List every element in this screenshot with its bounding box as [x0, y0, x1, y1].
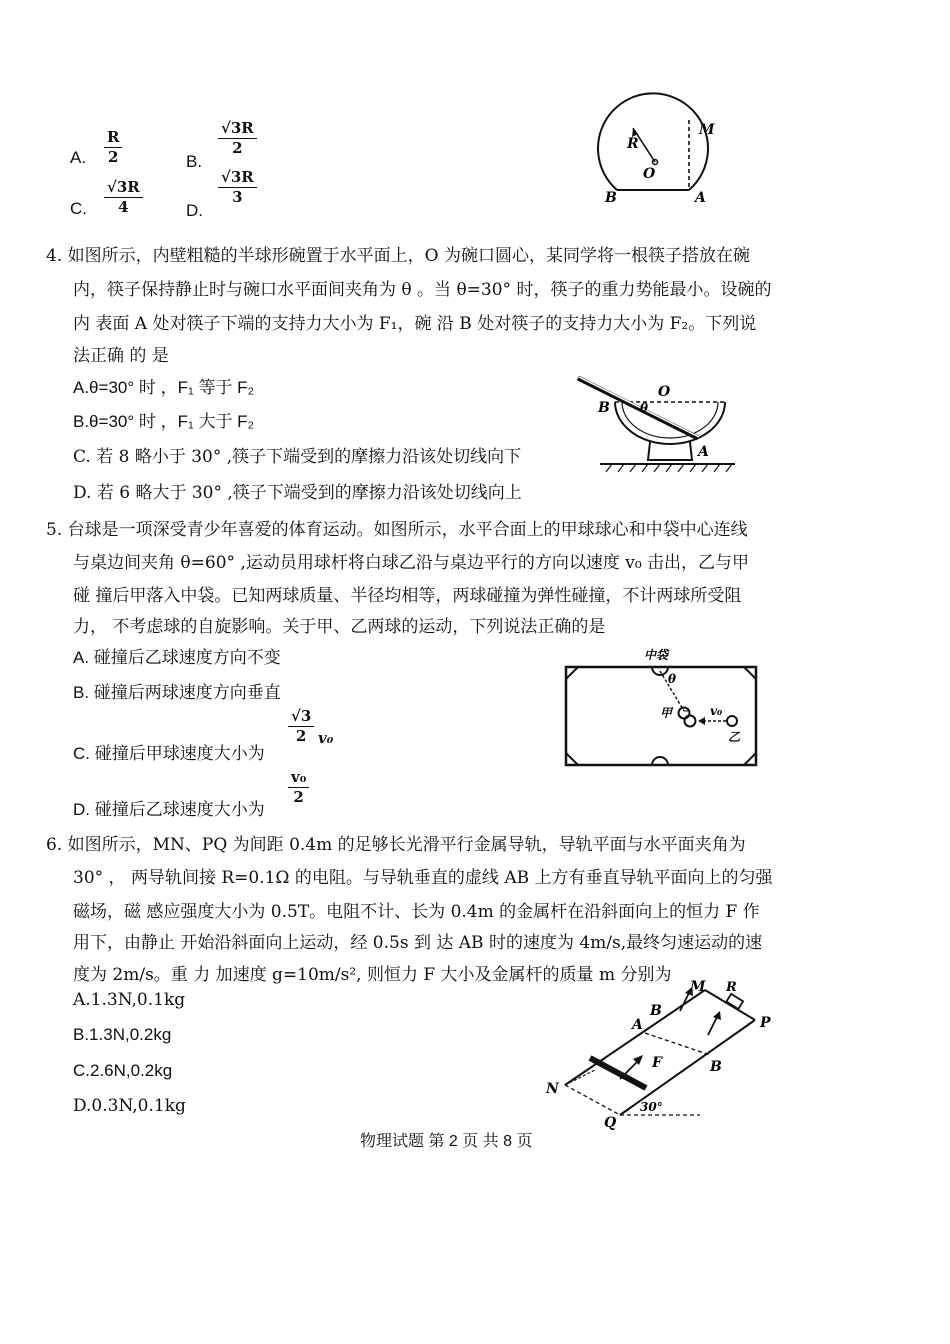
q3-option-c-den: 4	[118, 198, 129, 216]
page-footer: 物理试题 第 2 页 共 8 页	[360, 1133, 533, 1150]
q5-stem-line-1: 5. 台球是一项深受青少年喜爱的体育运动。如图所示，水平合面上的甲球球心和中袋中心连线	[46, 520, 748, 540]
q3-option-a-fraction	[104, 130, 122, 165]
q5-stem-line-4: 力， 不考虑球的自旋影响。关于甲、乙两球的运动，下列说法正确的是	[73, 617, 606, 637]
q3-option-b-den: 2	[232, 139, 243, 157]
q5-label-jia: 甲	[660, 706, 673, 720]
q3-label-b: B	[605, 190, 617, 206]
q4-stem-line-1: 4. 如图所示，内壁粗糙的半球形碗置于水平面上，O 为碗口圆心，某同学将一根筷子搭放在碗	[46, 246, 750, 266]
q6-label-n: N	[546, 1081, 559, 1097]
q3-option-b-num: √3R	[218, 121, 257, 139]
q3-option-d-den: 3	[232, 188, 243, 206]
q3-circle-figure	[595, 110, 735, 210]
q6-option-a: A.1.3N,0.1kg	[73, 990, 186, 1010]
q3-option-a-label: A.	[70, 148, 87, 167]
q5-option-a: A. 碰撞后乙球速度方向不变	[73, 648, 281, 667]
q6-stem-line-2: 30° ， 两导轨间接 R=0.1Ω 的电阻。与导轨垂直的虚线 AB 上方有垂直导轨平面向上的匀强	[73, 868, 773, 888]
q6-stem-line-1: 6. 如图所示，MN、PQ 为间距 0.4m 的足够长光滑平行金属导轨，导轨平面与水平面夹角为	[46, 835, 746, 855]
q3-option-c-fraction	[104, 180, 143, 215]
q6-stem-line-3: 磁场，磁 感应强度大小为 0.5T。电阻不计、长为 0.4m 的金属杆在沿斜面向上的恒力 F 作	[73, 902, 760, 922]
q6-label-b-field: B	[650, 1003, 662, 1019]
q6-stem-line-5: 度为 2m/s。重 力 加速度 g=10m/s², 则恒力 F 大小及金属杆的质量 m 分别为	[73, 965, 672, 985]
q5-option-c-fraction	[288, 709, 314, 744]
q4-bowl-figure	[570, 372, 740, 482]
q3-option-a-num: R	[104, 130, 122, 148]
q3-label-m: M	[699, 122, 715, 138]
q5-option-d-num: v₀	[288, 770, 309, 788]
q4-stem-line-4: 法正确 的 是	[73, 346, 169, 366]
q4-label-o: O	[658, 384, 671, 400]
q6-label-b-point: B	[710, 1059, 722, 1075]
q5-label-pocket: 中袋	[644, 648, 669, 662]
q5-option-d: D. 碰撞后乙球速度大小为	[73, 800, 265, 819]
q5-option-d-den: 2	[293, 788, 304, 806]
q4-option-b: B.θ=30° 时 ，F₁ 大于 F₂	[73, 412, 255, 431]
q4-option-c: C. 若 8 略小于 30° ,筷子下端受到的摩擦力沿该处切线向下	[73, 447, 522, 467]
q3-label-r: R	[627, 136, 639, 152]
q6-label-angle: 30°	[640, 1100, 663, 1114]
q3-option-d-num: √3R	[218, 170, 257, 188]
q3-option-c-num: √3R	[104, 180, 143, 198]
q4-option-d: D. 若 6 略大于 30° ,筷子下端受到的摩擦力沿该处切线向上	[73, 483, 522, 503]
q5-option-d-fraction	[288, 770, 309, 805]
q3-option-c-label: C.	[70, 199, 87, 218]
q5-option-c-den: 2	[295, 727, 307, 745]
q6-label-p: P	[760, 1015, 771, 1031]
q6-label-a: A	[632, 1017, 643, 1033]
q5-pool-table-figure	[560, 645, 765, 770]
q5-option-c-v0: v₀	[318, 729, 334, 747]
q6-option-d: D.0.3N,0.1kg	[73, 1096, 186, 1116]
q3-option-a-den: 2	[108, 148, 119, 166]
q5-option-c-num: √3	[288, 709, 314, 727]
q4-label-b: B	[598, 400, 610, 416]
q6-rails-figure	[540, 975, 785, 1130]
q4-label-theta: θ	[640, 401, 649, 415]
q6-option-c: C.2.6N,0.2kg	[73, 1061, 173, 1080]
q5-option-b: B. 碰撞后两球速度方向垂直	[73, 683, 281, 702]
q4-stem-line-3: 内 表面 A 处对筷子下端的支持力大小为 F₁，碗 沿 B 处对筷子的支持力大小为 F₂。下列说	[73, 314, 757, 334]
q4-option-a: A.θ=30° 时 ，F₁ 等于 F₂	[73, 378, 255, 397]
q4-label-a: A	[698, 444, 709, 460]
q5-stem-line-2: 与桌边间夹角 θ=60° ,运动员用球杆将白球乙沿与桌边平行的方向以速度 v₀ 击出，乙与甲	[73, 553, 750, 573]
q6-label-q: Q	[604, 1115, 617, 1131]
q6-label-f: F	[652, 1055, 662, 1071]
q6-option-b: B.1.3N,0.2kg	[73, 1025, 172, 1044]
q6-label-m: M	[690, 979, 706, 995]
q3-option-b-label: B.	[186, 152, 203, 171]
q3-label-a: A	[695, 190, 706, 206]
q6-label-r: R	[726, 980, 737, 995]
q5-label-v0: v₀	[710, 704, 723, 718]
q3-option-b-fraction	[218, 121, 257, 156]
q5-label-yi: 乙	[728, 730, 741, 744]
q3-label-o: O	[643, 166, 656, 182]
q3-option-d-fraction	[218, 170, 257, 205]
q5-option-c: C. 碰撞后甲球速度大小为	[73, 744, 265, 763]
q3-option-d-label: D.	[186, 201, 203, 220]
q4-stem-line-2: 内，筷子保持静止时与碗口水平面间夹角为 θ 。当 θ=30° 时，筷子的重力势能最小。设碗的	[73, 280, 772, 300]
q6-stem-line-4: 用下，由静止 开始沿斜面向上运动，经 0.5s 到 达 AB 时的速度为 4m/s,最终匀速运动的速	[73, 933, 763, 953]
q5-stem-line-3: 碰 撞后甲落入中袋。已知两球质量、半径均相等，两球碰撞为弹性碰撞，不计两球所受阻	[73, 586, 742, 606]
q5-label-theta: θ	[668, 672, 677, 686]
